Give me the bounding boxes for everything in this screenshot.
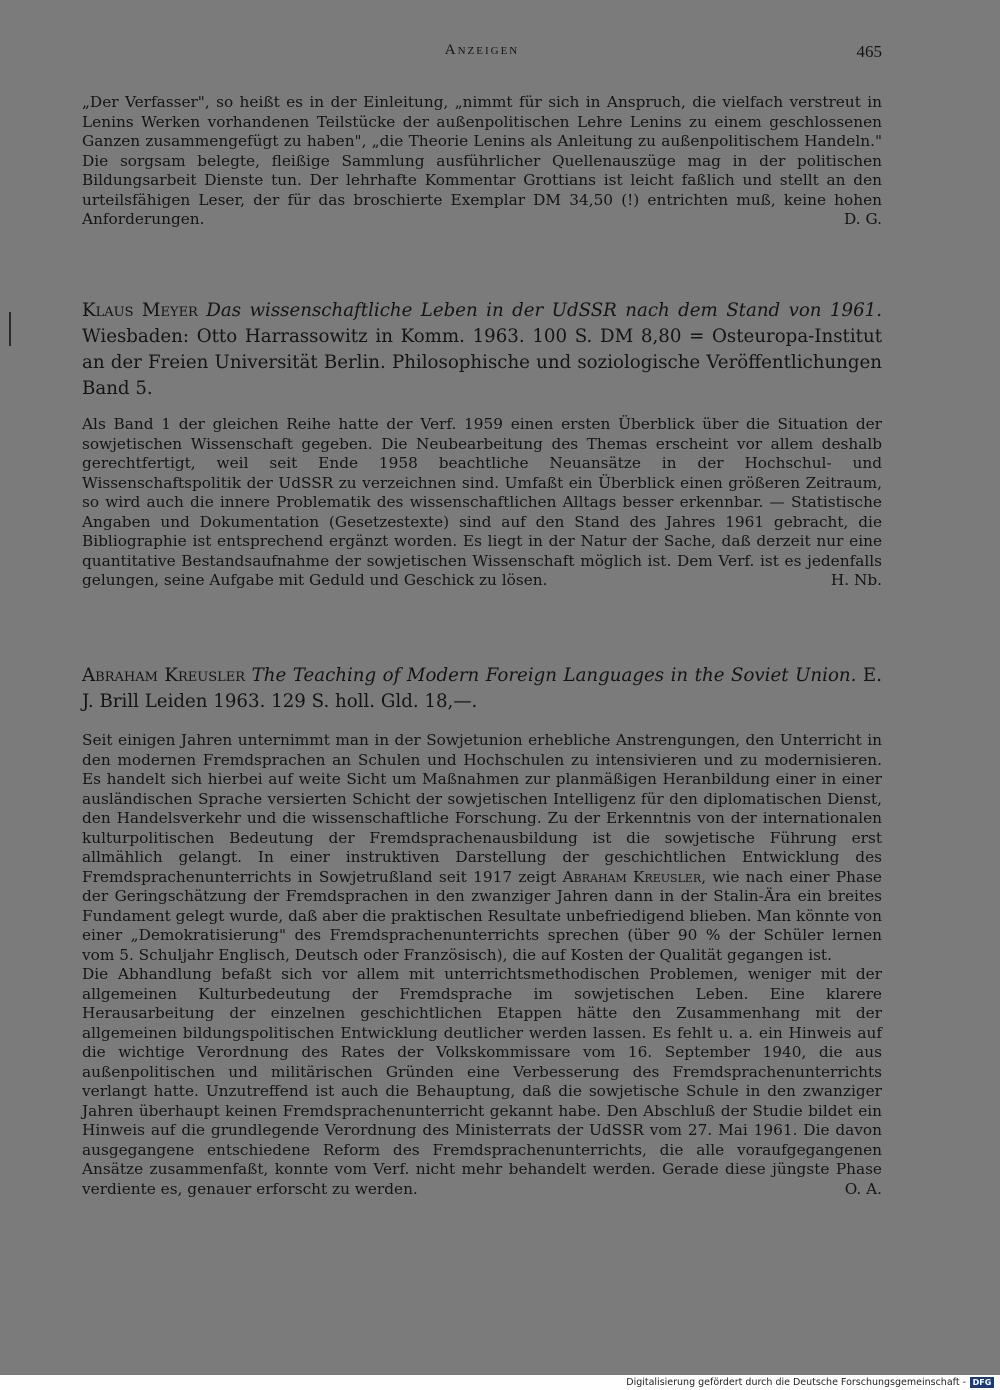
bibliographic-details: Wiesbaden: Otto Harrassowitz in Komm. 1963. 100 S. DM 8,80 = Osteuropa-Institut an der Freien Universität Berlin. Philosophische und soziologische Veröffentlichungen Band 5. — [82, 326, 882, 399]
review-text: „Der Verfasser", so heißt es in der Einleitung, „nimmt für sich in Anspruch, die vielfach verstreut in Lenins Werken vorhandenen Teilstücke der außenpolitischen Lehre Lenins zu einem geschlossenen Ganzen zusammengefügt zu haben", „die Theorie Lenins als Anleitung zu außenpolitischem Handeln." Die sorgsam belegte, fleißige Sammlung ausführlicher Quellenauszüge mag in der politischen Bildungsarbeit Dienste tun. Der lehrhafte Kommentar Grottians ist leicht faßlich und stellt an den urteilsfähigen Leser, der für das broschierte Exemplar DM 34,50 (!) entrichten muß, keine hohen Anforderungen. — [82, 93, 882, 228]
page-header — [82, 42, 882, 66]
review-continuation-text — [82, 93, 882, 230]
review-paragraph — [82, 731, 882, 965]
review-text-meyer — [82, 415, 882, 591]
digitization-footer — [0, 1375, 1000, 1390]
reviewer-signature: H. Nb. — [830, 571, 882, 589]
reviewer-signature: O. A. — [844, 1179, 882, 1198]
dfg-logo: DFG — [970, 1377, 994, 1388]
footer-text: Digitalisierung gefördert durch die Deutsche Forschungsgemeinschaft - — [626, 1377, 966, 1388]
page-number: 465 — [856, 42, 882, 61]
review-paragraph — [82, 965, 882, 1199]
review-text: Als Band 1 der gleichen Reihe hatte der Verf. 1959 einen ersten Überblick über die Situation der sowjetischen Wissenschaft gegeben. Die Neubearbeitung des Themas erscheint vor allem deshalb gerechtfertigt, weil seit Ende 1958 beachtliche Neuansätze in der Hochschul- und Wissenschaftspolitik der UdSSR zu verzeichnen sind. Umfaßt ein Überblick einen größeren Zeitraum, so wird auch die innere Problematik des wissenschaftlichen Alltags besser erkennbar. — Statistische Angaben und Dokumentation (Gesetzestexte) sind auf den Stand des Jahres 1961 gebracht, die Bibliographie ist entsprechend ergänzt worden. Es liegt in der Natur der Sache, daß derzeit nur eine quantitative Bestandsaufnahme der sowjetischen Wissenschaft möglich ist. Dem Verf. ist es jedenfalls gelungen, seine Aufgabe mit Geduld und Geschick zu lösen. — [82, 415, 882, 589]
review-text-kreusler — [82, 731, 882, 1199]
bibliographic-details: E. J. Brill Leiden 1963. 129 S. holl. Gld. 18,—. — [82, 665, 882, 712]
paragraph-text: Die Abhandlung befaßt sich vor allem mit unterrichtsmethodischen Problemen, weniger mit der allgemeinen Kulturbedeutung der Fremdsprache im sowjetischen Leben. Eine klarere Herausarbeitung der einzelnen geschichtlichen Etappen hätte den Zusammenhang mit der allgemeinen bildungspolitischen Entwicklung deutlicher werden lassen. Es fehlt u. a. ein Hinweis auf die wichtige Verordnung des Rates der Volkskommissare vom 16. September 1940, die aus außenpolitischen und militärischen Gründen eine Verbesserung des Fremdsprachenunterrichts verlangt hatte. Unzutreffend ist auch die Behauptung, daß die sowjetische Schule in den zwanziger Jahren überhaupt keinen Fremdsprachenunterricht gekannt habe. Den Abschluß der Studie bildet ein Hinweis auf die grundlegende Verordnung des Ministerrats der UdSSR vom 27. Mai 1961. Die davon ausgegangene entschiedene Reform des Fremdsprachenunterrichts, die alle voraufgegangenen Ansätze zusammenfaßt, konnte vom Verf. nicht mehr behandelt werden. Gerade diese jüngste Phase verdiente es, genauer erforscht zu werden. — [82, 965, 882, 1198]
running-title: Anzeigen — [444, 42, 520, 58]
review-author: Abraham Kreusler — [82, 665, 246, 686]
review-heading-kreusler — [82, 663, 882, 715]
review-heading-meyer — [82, 298, 882, 402]
review-author: Klaus Meyer — [82, 300, 198, 321]
reviewer-signature: D. G. — [844, 210, 882, 228]
paragraph-text: , wie nach einer Phase der Geringschätzung der Fremdsprachen in den zwanziger Jahren dann in der Stalin-Ära ein breites Fundament gelegt wurde, daß aber die praktischen Resultate unbefriedigend blieben. Man könnte von einer „Demokratisierung" des Fremdsprachenunterrichts sprechen (über 90 % der Schüler lernen vom 5. Schuljahr Englisch, Deutsch oder Französisch), die auf Kosten der Qualität gegangen ist. — [82, 867, 882, 964]
paragraph-text: Seit einigen Jahren unternimmt man in der Sowjetunion erhebliche Anstrengungen, den Unterricht in den modernen Fremdsprachen an Schulen und Hochschulen zu intensivieren und zu modernisieren. Es handelt sich hierbei auf weite Sicht um Maßnahmen zur planmäßigen Heranbildung einer in einer ausländischen Sprache versierten Schicht der sowjetischen Intelligenz für den diplomatischen Dienst, den Handelsverkehr und die wissenschaftliche Forschung. Zu der Erkenntnis von der internationalen kulturpolitischen Bedeutung der Fremdsprachenausbildung ist die sowjetische Führung erst allmählich gelangt. In einer instruktiven Darstellung der geschichtlichen Entwicklung des Fremdsprachenunterrichts in Sowjetrußland seit 1917 zeigt — [82, 731, 882, 886]
book-title: The Teaching of Modern Foreign Languages in the Soviet Union. — [251, 665, 857, 686]
author-mention: Abraham Kreusler — [562, 867, 702, 886]
scan-margin-mark — [9, 312, 11, 346]
book-title: Das wissenschaftliche Leben in der UdSSR nach dem Stand von 1961. — [206, 300, 882, 321]
